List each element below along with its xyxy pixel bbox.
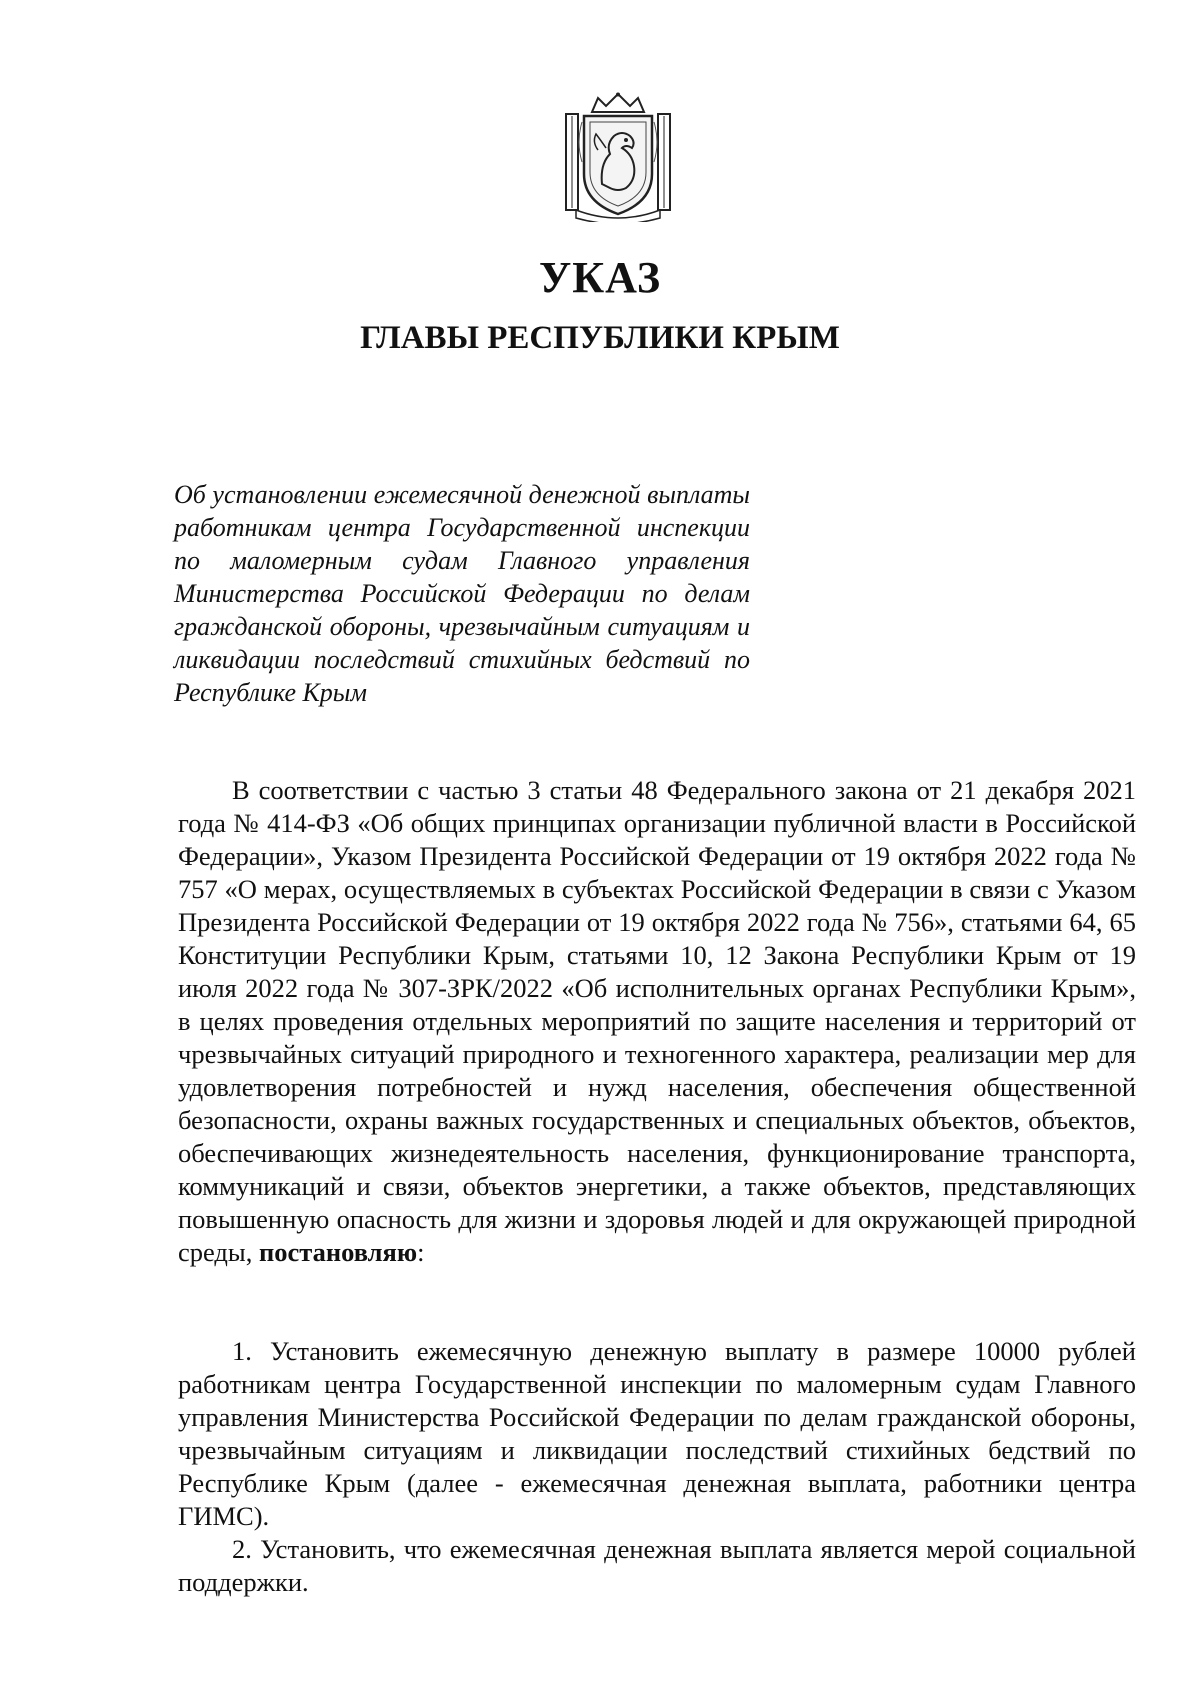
crimea-coat-of-arms-icon [562,92,674,222]
document-title: УКАЗ [538,253,662,302]
preamble-paragraph [178,774,1136,1269]
document-issuer: ГЛАВЫ РЕСПУБЛИКИ КРЫМ [360,320,840,356]
decree-subject: Об установлении ежемесячной денежной выплаты работникам центра Государственной инспекции по маломерным судам Главного управления Министерства Российской Федерации по делам гражданской обороны, чрезвычайным ситуациям и ликвидации последствий стихийных бедствий по Республике Крым [174,480,750,707]
decree-item-2: 2. Установить, что ежемесячная денежная выплата является мерой социальной поддержки. [178,1534,1136,1597]
decree-word: постановляю [258,1237,418,1267]
decree-colon: : [417,1237,425,1267]
decree-item-1: 1. Установить ежемесячную денежную выплату в размере 10000 рублей работникам центра Государственной инспекции по маломерным судам Главного управления Министерства Российской Федерации по делам гражданской обороны, чрезвычайным ситуациям и ликвидации последствий стихийных бедствий по Республике Крым (далее - ежемесячная денежная выплата, работники центра ГИМС). [178,1336,1136,1531]
preamble-text: В соответствии с частью 3 статьи 48 Федерального закона от 21 декабря 2021 года № 414-ФЗ «Об общих принципах организации публичной власти в Российской Федерации», Указом Президента Российской Федерации от 19 октября 2022 года № 757 «О мерах, осуществляемых в субъектах Российской Федерации в связи с Указом Президента Российской Федерации от 19 октября 2022 года № 756», статьями 64, 65 Конституции Республики Крым, статьями 10, 12 Закона Республики Крым от 19 июля 2022 года № 307-ЗРК/2022 «Об исполнительных органах Республики Крым», в целях проведения отдельных мероприятий по защите населения и территорий от чрезвычайных ситуаций природного и техногенного характера, реализации мер для удовлетворения потребностей и нужд населения, обеспечения общественной безопасности, охраны важных государственных и специальных объектов, объектов, обеспечивающих жизнедеятельность населения, функционирование транспорта, коммуникаций и связи, объектов энергетики, а также объектов, представляющих повышенную опасность для жизни и здоровья людей и для окружающей природной среды, [178,775,1136,1267]
